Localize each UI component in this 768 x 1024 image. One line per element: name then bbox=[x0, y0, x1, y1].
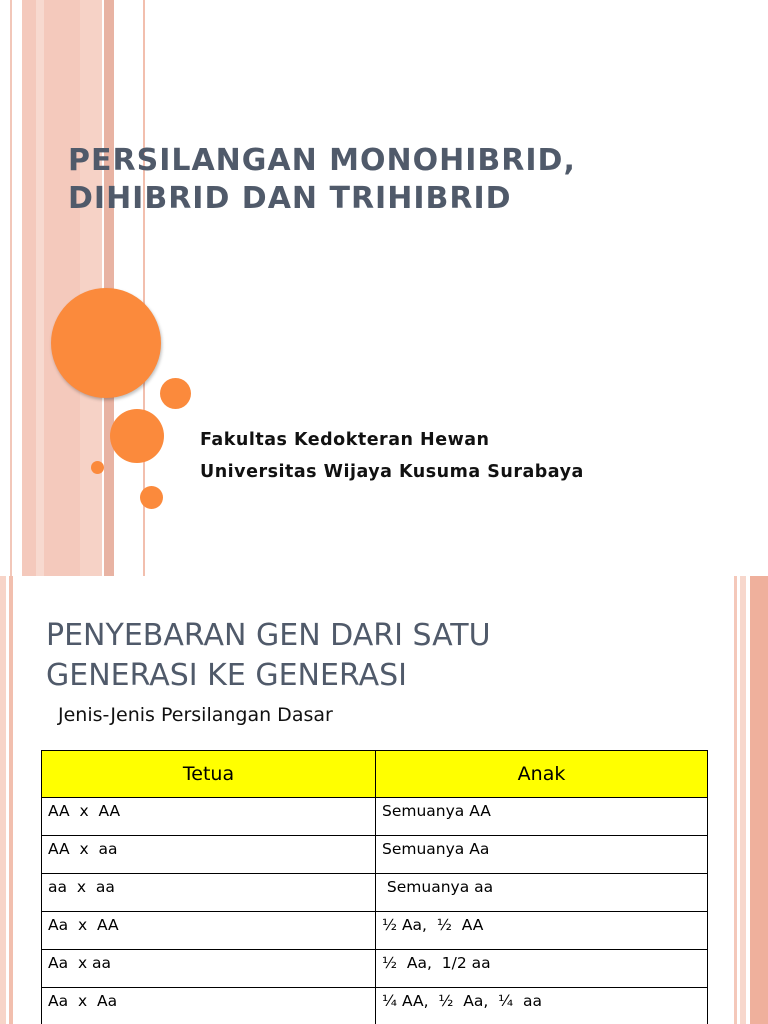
decorative-stripe bbox=[734, 576, 737, 1024]
table-cell-offspring: ½ Aa, 1/2 aa bbox=[376, 950, 708, 988]
decorative-circle-small bbox=[140, 486, 163, 509]
decorative-stripe bbox=[0, 576, 6, 1024]
decorative-stripe bbox=[9, 576, 13, 1024]
slide-title-line-2: GENERASI KE GENERASI bbox=[46, 658, 407, 693]
column-header-anak: Anak bbox=[376, 751, 708, 798]
university-name: Universitas Wijaya Kusuma Surabaya bbox=[200, 462, 584, 482]
table-row bbox=[42, 874, 708, 912]
table-cell-parent: Aa x aa bbox=[42, 950, 376, 988]
table-row bbox=[42, 798, 708, 836]
decorative-stripe bbox=[750, 576, 768, 1024]
decorative-circle-large bbox=[51, 288, 161, 398]
slide-title bbox=[46, 616, 726, 696]
decorative-stripe bbox=[22, 0, 80, 576]
decorative-circle-small bbox=[160, 378, 191, 409]
decorative-circle-medium bbox=[110, 409, 164, 463]
slide-subtitle: Jenis-Jenis Persilangan Dasar bbox=[58, 704, 333, 726]
content-slide bbox=[0, 576, 768, 1024]
table-cell-offspring: ½ Aa, ½ AA bbox=[376, 912, 708, 950]
slide-title-line-1: PERSILANGAN MONOHIBRID, bbox=[68, 143, 576, 178]
table-cell-offspring: ¼ AA, ½ Aa, ¼ aa bbox=[376, 988, 708, 1024]
column-header-tetua: Tetua bbox=[42, 751, 376, 798]
table-cell-offspring: Semuanya AA bbox=[376, 798, 708, 836]
faculty-name: Fakultas Kedokteran Hewan bbox=[200, 430, 490, 450]
table-cell-parent: AA x aa bbox=[42, 836, 376, 874]
table-row bbox=[42, 950, 708, 988]
decorative-circle-tiny bbox=[91, 461, 104, 474]
table-cell-offspring: Semuanya Aa bbox=[376, 836, 708, 874]
cross-table bbox=[41, 750, 708, 1024]
table-cell-parent: Aa x AA bbox=[42, 912, 376, 950]
table-row bbox=[42, 836, 708, 874]
slide-subtitle bbox=[200, 424, 740, 488]
slide-title bbox=[68, 142, 708, 218]
table-header-row bbox=[42, 751, 708, 798]
decorative-stripe bbox=[36, 0, 44, 576]
table-cell-parent: AA x AA bbox=[42, 798, 376, 836]
decorative-stripe bbox=[740, 576, 746, 1024]
slide-title-line-1: PENYEBARAN GEN DARI SATU bbox=[46, 618, 491, 653]
table-cell-offspring: Semuanya aa bbox=[376, 874, 708, 912]
table-cell-parent: Aa x Aa bbox=[42, 988, 376, 1024]
decorative-stripe bbox=[10, 0, 12, 576]
table-row bbox=[42, 912, 708, 950]
table-row bbox=[42, 988, 708, 1024]
table-cell-parent: aa x aa bbox=[42, 874, 376, 912]
slide-title-line-2: DIHIBRID DAN TRIHIBRID bbox=[68, 181, 512, 216]
